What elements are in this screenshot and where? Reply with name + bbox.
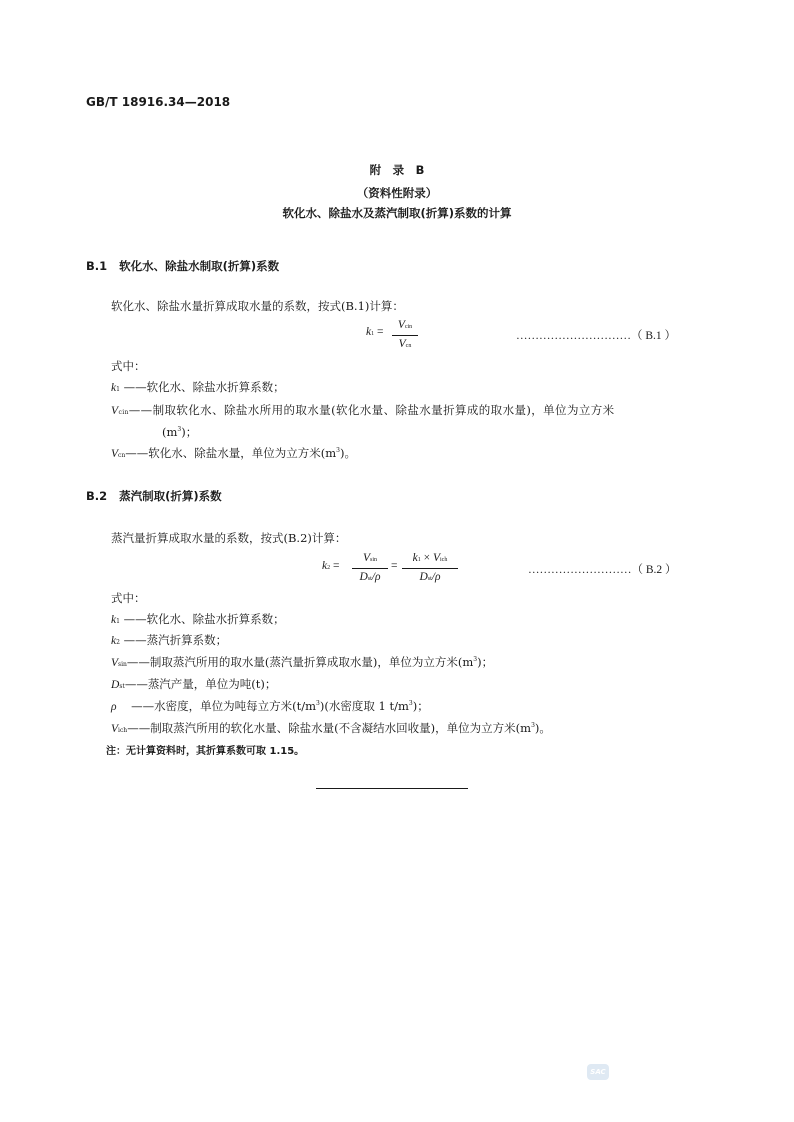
definition: ——水密度，单位为吨每立方米(t/m [131,699,317,713]
def-vich [111,720,551,736]
formula-b2-fraction-1 [352,551,388,586]
unit-close: )； [181,425,198,439]
fraction-bar [402,568,458,569]
definition: ——蒸汽折算系数； [123,633,228,647]
def-k1 [111,379,285,395]
def-rho [111,698,429,714]
sac-logo-icon: SAC [587,1064,609,1080]
var: V [111,405,119,417]
tail: /ρ [371,571,381,583]
superscript: 3 [316,700,320,708]
section-number: B.2 [86,489,108,503]
var: V [111,448,119,460]
sub: ich [118,727,128,734]
leader-dots: ……………………… [528,564,632,576]
section-b2-heading [86,488,222,504]
numerator [402,551,458,567]
section-title: 软化水、除盐水制取(折算)系数 [119,259,280,273]
section-number: B.1 [86,259,108,273]
formula-b1-lhs [366,326,383,338]
tail: )； [477,655,494,669]
sub: st [427,576,432,582]
numerator [352,551,388,567]
var: D [419,571,428,583]
tail: )。 [339,446,356,460]
appendix-title: 软化水、除盐水及蒸汽制取(折算)系数的计算 [282,206,512,220]
var: k [111,635,117,647]
definition: ——制取软化水、除盐水所用的取水量(软化水量、除盐水量折算成的取水量)，单位为立方米 [128,403,615,417]
formula-b2-number [528,561,677,577]
sub: ich [440,557,448,563]
section-b2-intro: 蒸汽量折算成取水量的系数，按式(B.2)计算： [111,531,347,545]
fraction-bar [392,335,418,336]
var: V [111,657,119,669]
standard-id: GB/T 18916.34—2018 [86,95,231,109]
def-dst [111,676,276,692]
middle: )(水密度取 1 t/m [319,699,409,713]
where-label: 式中： [111,359,146,373]
sub: 1 [116,618,120,625]
def-k1 [111,611,285,627]
formula-b1-fraction [392,318,418,353]
equation-number: （ B.1 ） [631,330,677,342]
numerator [392,318,418,334]
definition: ——软化水、除盐水量，单位为立方米(m [125,446,337,460]
sub: 2 [327,565,331,571]
leader-dots: ………………………… [516,330,631,342]
sub: cn [118,452,126,459]
def-vcin [111,402,615,418]
where-label: 式中： [111,591,146,605]
def-k2 [111,632,227,648]
formula-b2-lhs [322,560,339,572]
unit-open: (m [162,425,178,439]
sub: sin [370,557,378,563]
sub: cin [118,409,129,416]
superscript: 3 [336,447,340,455]
var: V [398,338,406,350]
sub: st [119,683,125,690]
end-rule [316,788,468,789]
denominator [392,337,418,353]
var: k [412,552,418,564]
section-b1-heading [86,258,279,274]
superscript: 3 [473,656,478,664]
sub: sin [118,661,127,668]
equals: = [332,560,340,572]
sub: 1 [116,386,120,393]
var: V [432,552,441,564]
def-vsin [111,654,493,670]
var: ρ [111,701,117,713]
section-title: 蒸汽制取(折算)系数 [119,489,222,503]
operator: × [420,552,433,564]
appendix-type: （资料性附录） [356,186,438,200]
var: V [397,319,405,331]
equals: = [376,326,384,338]
formula-b2-fraction-2 [402,551,458,586]
sub: cin [404,324,413,330]
var: V [362,552,370,564]
definition: ——蒸汽产量，单位为吨(t)； [124,677,277,691]
tail: )。 [534,721,551,735]
note: 注：无计算资料时，其折算系数可取 1.15。 [106,746,305,757]
definition: ——软化水、除盐水折算系数； [123,612,285,626]
tail: )； [412,699,429,713]
definition: ——软化水、除盐水折算系数； [123,380,285,394]
formula-b2-equals-2: = [391,560,398,572]
definition: ——制取蒸汽所用的软化水量、除盐水量(不含凝结水回收量)，单位为立方米(m [127,721,532,735]
sub: 1 [417,557,421,563]
section-b1-intro: 软化水、除盐水量折算成取水量的系数，按式(B.1)计算： [111,299,404,313]
denominator [352,570,388,586]
superscript: 3 [177,426,182,434]
appendix-label: 附 录 B [369,163,425,177]
fraction-bar [352,568,388,569]
sub: 2 [116,639,120,646]
var: k [111,614,117,626]
definition: ——制取蒸汽所用的取水量(蒸汽量折算成取水量)，单位为立方米(m [126,655,474,669]
sub: cn [405,343,412,349]
sub: st [367,576,372,582]
def-vcin-unit [162,424,197,440]
superscript: 3 [531,722,535,730]
def-vcn [111,445,356,461]
var: D [111,679,120,691]
superscript: 3 [408,700,413,708]
tail: /ρ [431,571,441,583]
var: k [366,326,372,338]
sub: 1 [371,331,375,337]
denominator [402,570,458,586]
var: D [359,571,368,583]
var: k [322,560,328,572]
equation-number: （ B.2 ） [631,564,677,576]
var: k [111,382,117,394]
formula-b1-number [516,327,676,343]
var: V [111,723,119,735]
